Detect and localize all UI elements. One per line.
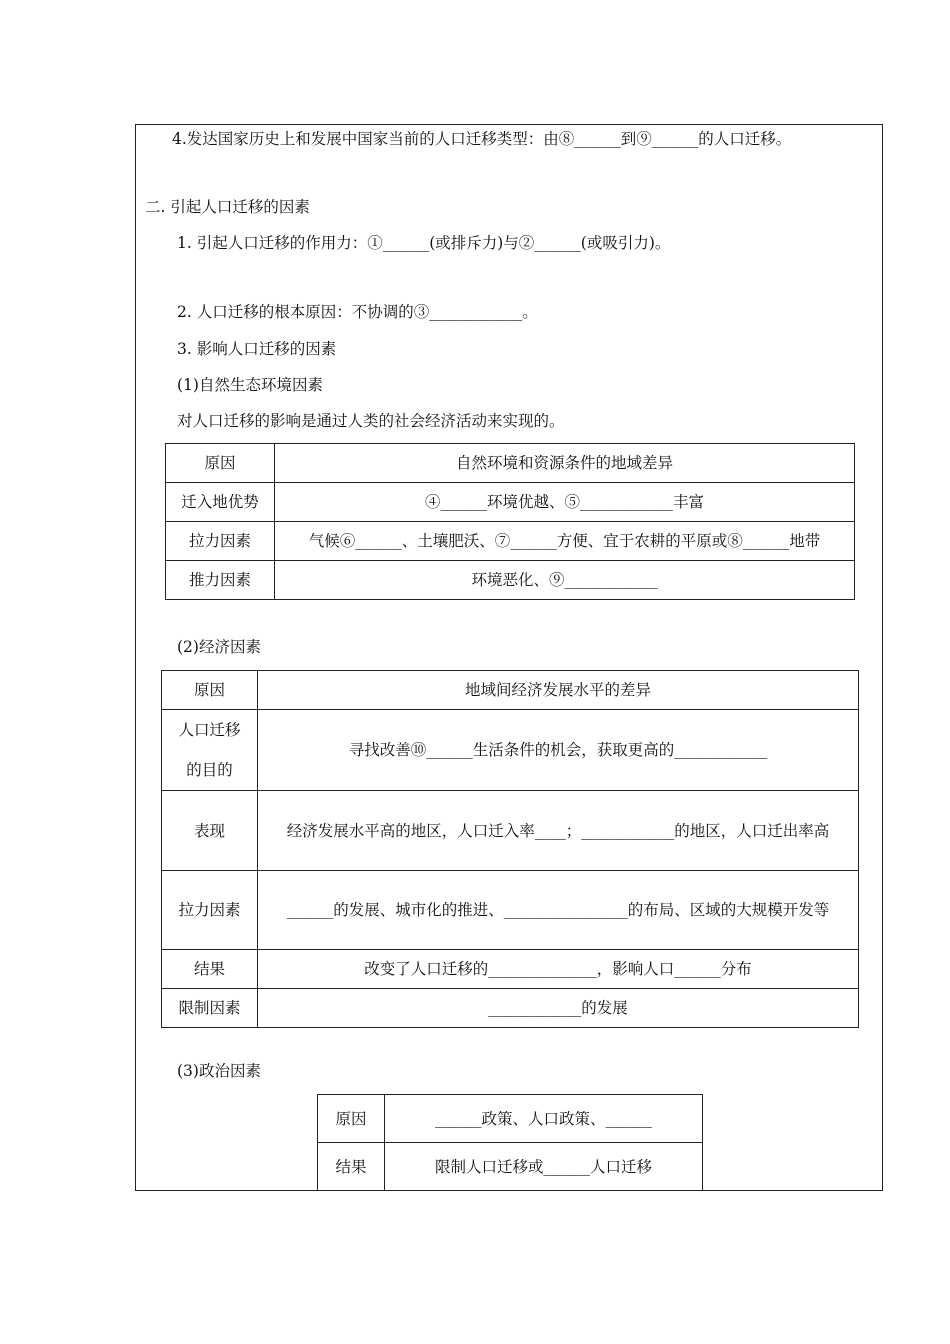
table-row	[162, 989, 859, 1028]
row-label: 拉力因素	[166, 522, 275, 561]
row-content: 改变了人口迁移的______________，影响人口______分布	[258, 950, 859, 989]
row-label: 限制因素	[162, 989, 258, 1028]
economic-factors-table	[161, 670, 859, 1028]
row-content: ④______环境优越、⑤____________丰富	[275, 483, 855, 522]
table-row	[318, 1143, 703, 1191]
subheading-economic: (2)经济因素	[177, 638, 261, 656]
natural-description: 对人口迁移的影响是通过人类的社会经济活动来实现的。	[177, 412, 565, 430]
item-1-line: 1. 引起人口迁移的作用力：①______(或排斥力)与②______(或吸引力)。	[177, 234, 671, 252]
table-row	[162, 950, 859, 989]
table-row	[166, 483, 855, 522]
table-row	[166, 444, 855, 483]
row-label: 结果	[318, 1143, 385, 1191]
table-row	[162, 710, 859, 791]
row-content: 地域间经济发展水平的差异	[258, 671, 859, 710]
subheading-natural: (1)自然生态环境因素	[177, 376, 323, 394]
row-label: 原因	[318, 1095, 385, 1143]
natural-factors-table	[165, 443, 855, 600]
row-label: 推力因素	[166, 561, 275, 600]
political-factors-table	[317, 1094, 703, 1191]
table-row	[166, 522, 855, 561]
row-content: 气候⑥______、土壤肥沃、⑦______方便、宜于农耕的平原或⑧______地带	[275, 522, 855, 561]
row-content: 自然环境和资源条件的地域差异	[275, 444, 855, 483]
row-label: 拉力因素	[162, 871, 258, 950]
row-content: ____________的发展	[258, 989, 859, 1028]
row-label: 人口迁移的目的	[162, 710, 258, 791]
row-label: 原因	[162, 671, 258, 710]
row-content: ______的发展、城市化的推进、________________的布局、区域的大规模开发等	[258, 871, 859, 950]
item-2-line: 2. 人口迁移的根本原因：不协调的③____________。	[177, 303, 538, 321]
row-content: 限制人口迁移或______人口迁移	[385, 1143, 703, 1191]
row-content: 环境恶化、⑨____________	[275, 561, 855, 600]
row-label: 迁入地优势	[166, 483, 275, 522]
row-content: 经济发展水平高的地区，人口迁入率____；____________的地区，人口迁出率高	[258, 791, 859, 871]
row-content: ______政策、人口政策、______	[385, 1095, 703, 1143]
row-label: 结果	[162, 950, 258, 989]
subheading-political: (3)政治因素	[177, 1062, 261, 1080]
row-label: 表现	[162, 791, 258, 871]
item-4-line: 4.发达国家历史上和发展中国家当前的人口迁移类型：由⑧______到⑨______的人口迁移。	[172, 130, 792, 148]
table-row	[318, 1095, 703, 1143]
section-2-heading: 二. 引起人口迁移的因素	[145, 198, 310, 216]
table-row	[166, 561, 855, 600]
row-label: 原因	[166, 444, 275, 483]
row-content: 寻找改善⑩______生活条件的机会，获取更高的____________	[258, 710, 859, 791]
item-3-line: 3. 影响人口迁移的因素	[177, 340, 337, 358]
table-row	[162, 871, 859, 950]
table-row	[162, 671, 859, 710]
table-row	[162, 791, 859, 871]
